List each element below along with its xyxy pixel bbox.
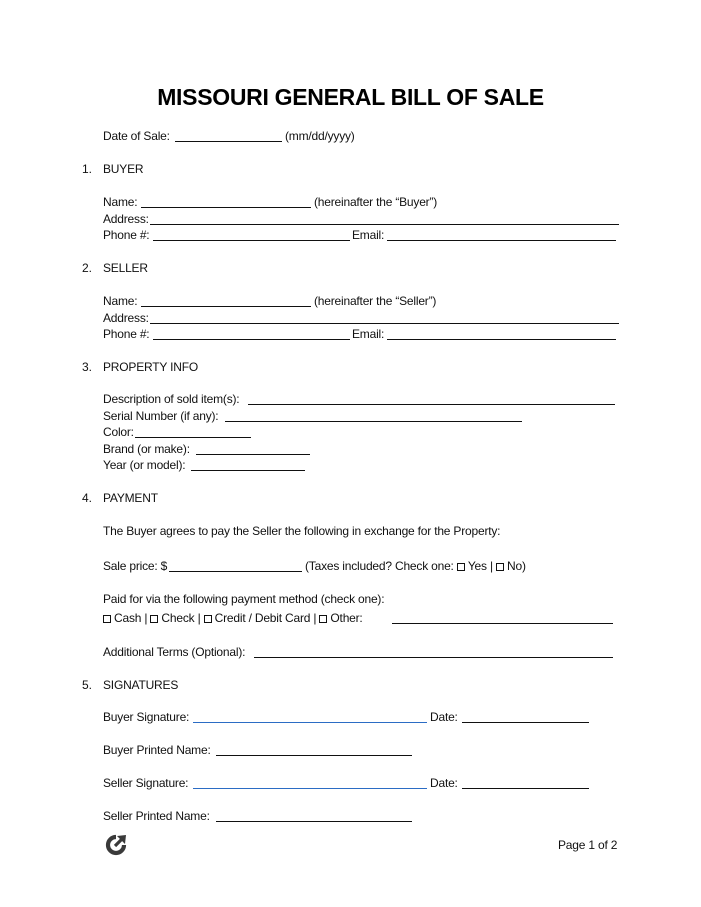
year-field[interactable] bbox=[191, 470, 305, 471]
seller-date-field[interactable] bbox=[462, 788, 589, 789]
separator: | bbox=[197, 611, 201, 625]
color-label: Color: bbox=[103, 425, 134, 439]
year-label: Year (or model): bbox=[103, 458, 186, 472]
payment-method-options bbox=[103, 611, 363, 625]
brand-label: Brand (or make): bbox=[103, 442, 190, 456]
seller-printed-name-label: Seller Printed Name: bbox=[103, 809, 210, 823]
sale-price-label: Sale price: $ bbox=[103, 559, 168, 573]
buyer-address-label: Address: bbox=[103, 212, 149, 226]
serial-number-label: Serial Number (if any): bbox=[103, 409, 219, 423]
payment-option-cash[interactable]: Cash bbox=[103, 611, 141, 625]
payment-agreement-text: The Buyer agrees to pay the Seller the following in exchange for the Property: bbox=[103, 524, 501, 538]
taxes-included-prompt: (Taxes included? Check one: bbox=[305, 559, 454, 573]
seller-signature-field[interactable] bbox=[193, 788, 427, 789]
additional-terms-label: Additional Terms (Optional): bbox=[103, 645, 246, 659]
buyer-signature-field[interactable] bbox=[193, 722, 427, 723]
checkbox-icon[interactable] bbox=[150, 615, 158, 623]
checkbox-icon[interactable] bbox=[103, 615, 111, 623]
seller-email-field[interactable] bbox=[387, 339, 616, 340]
buyer-address-field[interactable] bbox=[150, 224, 619, 225]
checkbox-icon[interactable] bbox=[496, 563, 504, 571]
date-format-hint: (mm/dd/yyyy) bbox=[285, 129, 355, 143]
buyer-signature-label: Buyer Signature: bbox=[103, 710, 190, 724]
seller-printed-name-field[interactable] bbox=[216, 821, 412, 822]
buyer-name-label: Name: bbox=[103, 195, 138, 209]
section-number-seller: 2. bbox=[82, 261, 93, 275]
additional-terms-field[interactable] bbox=[254, 657, 613, 658]
buyer-name-suffix: (hereinafter the “Buyer”) bbox=[314, 195, 438, 209]
seller-email-label: Email: bbox=[352, 327, 385, 341]
separator: | bbox=[489, 559, 493, 573]
section-number-signatures: 5. bbox=[82, 678, 93, 692]
seller-phone-label: Phone #: bbox=[103, 327, 150, 341]
payment-method-prompt: Paid for via the following payment method (check one): bbox=[103, 592, 385, 606]
refresh-arrow-logo-icon bbox=[104, 833, 128, 857]
section-number-buyer: 1. bbox=[82, 162, 93, 176]
date-of-sale-label: Date of Sale: bbox=[103, 129, 170, 143]
checkbox-icon[interactable] bbox=[457, 563, 465, 571]
close-paren: ) bbox=[521, 559, 526, 573]
buyer-phone-label: Phone #: bbox=[103, 228, 150, 242]
seller-address-label: Address: bbox=[103, 311, 149, 325]
buyer-date-field[interactable] bbox=[462, 722, 589, 723]
seller-name-label: Name: bbox=[103, 294, 138, 308]
sale-price-field[interactable] bbox=[169, 571, 302, 572]
separator: | bbox=[313, 611, 317, 625]
payment-option-check[interactable]: Check bbox=[150, 611, 194, 625]
checkbox-icon[interactable] bbox=[319, 615, 327, 623]
buyer-email-field[interactable] bbox=[387, 240, 616, 241]
document-title: MISSOURI GENERAL BILL OF SALE bbox=[157, 84, 544, 110]
section-number-payment: 4. bbox=[82, 491, 93, 505]
seller-name-field[interactable] bbox=[141, 306, 311, 307]
seller-name-suffix: (hereinafter the “Seller”) bbox=[314, 294, 437, 308]
buyer-email-label: Email: bbox=[352, 228, 385, 242]
payment-other-field[interactable] bbox=[392, 623, 613, 624]
section-heading-buyer: BUYER bbox=[103, 162, 144, 176]
buyer-date-label: Date: bbox=[430, 710, 458, 724]
seller-phone-field[interactable] bbox=[153, 339, 350, 340]
section-heading-seller: SELLER bbox=[103, 261, 148, 275]
date-of-sale-field[interactable] bbox=[175, 141, 282, 142]
description-field[interactable] bbox=[248, 404, 615, 405]
serial-number-field[interactable] bbox=[225, 421, 522, 422]
section-heading-payment: PAYMENT bbox=[103, 491, 158, 505]
payment-option-other[interactable]: Other: bbox=[319, 611, 362, 625]
section-heading-signatures: SIGNATURES bbox=[103, 678, 179, 692]
seller-date-label: Date: bbox=[430, 776, 458, 790]
section-number-property: 3. bbox=[82, 360, 93, 374]
taxes-yes-option[interactable]: Yes bbox=[457, 559, 487, 573]
separator: | bbox=[144, 611, 148, 625]
buyer-name-field[interactable] bbox=[141, 207, 311, 208]
page-indicator: Page 1 of 2 bbox=[558, 838, 618, 852]
seller-signature-label: Seller Signature: bbox=[103, 776, 189, 790]
taxes-no-option[interactable]: No bbox=[496, 559, 522, 573]
buyer-printed-name-field[interactable] bbox=[216, 755, 412, 756]
payment-option-card[interactable]: Credit / Debit Card bbox=[204, 611, 311, 625]
buyer-printed-name-label: Buyer Printed Name: bbox=[103, 743, 211, 757]
taxes-included-group bbox=[305, 559, 526, 573]
checkbox-icon[interactable] bbox=[204, 615, 212, 623]
description-label: Description of sold item(s): bbox=[103, 392, 240, 406]
brand-field[interactable] bbox=[196, 454, 310, 455]
section-heading-property: PROPERTY INFO bbox=[103, 360, 198, 374]
buyer-phone-field[interactable] bbox=[153, 240, 350, 241]
seller-address-field[interactable] bbox=[150, 323, 619, 324]
color-field[interactable] bbox=[135, 437, 251, 438]
